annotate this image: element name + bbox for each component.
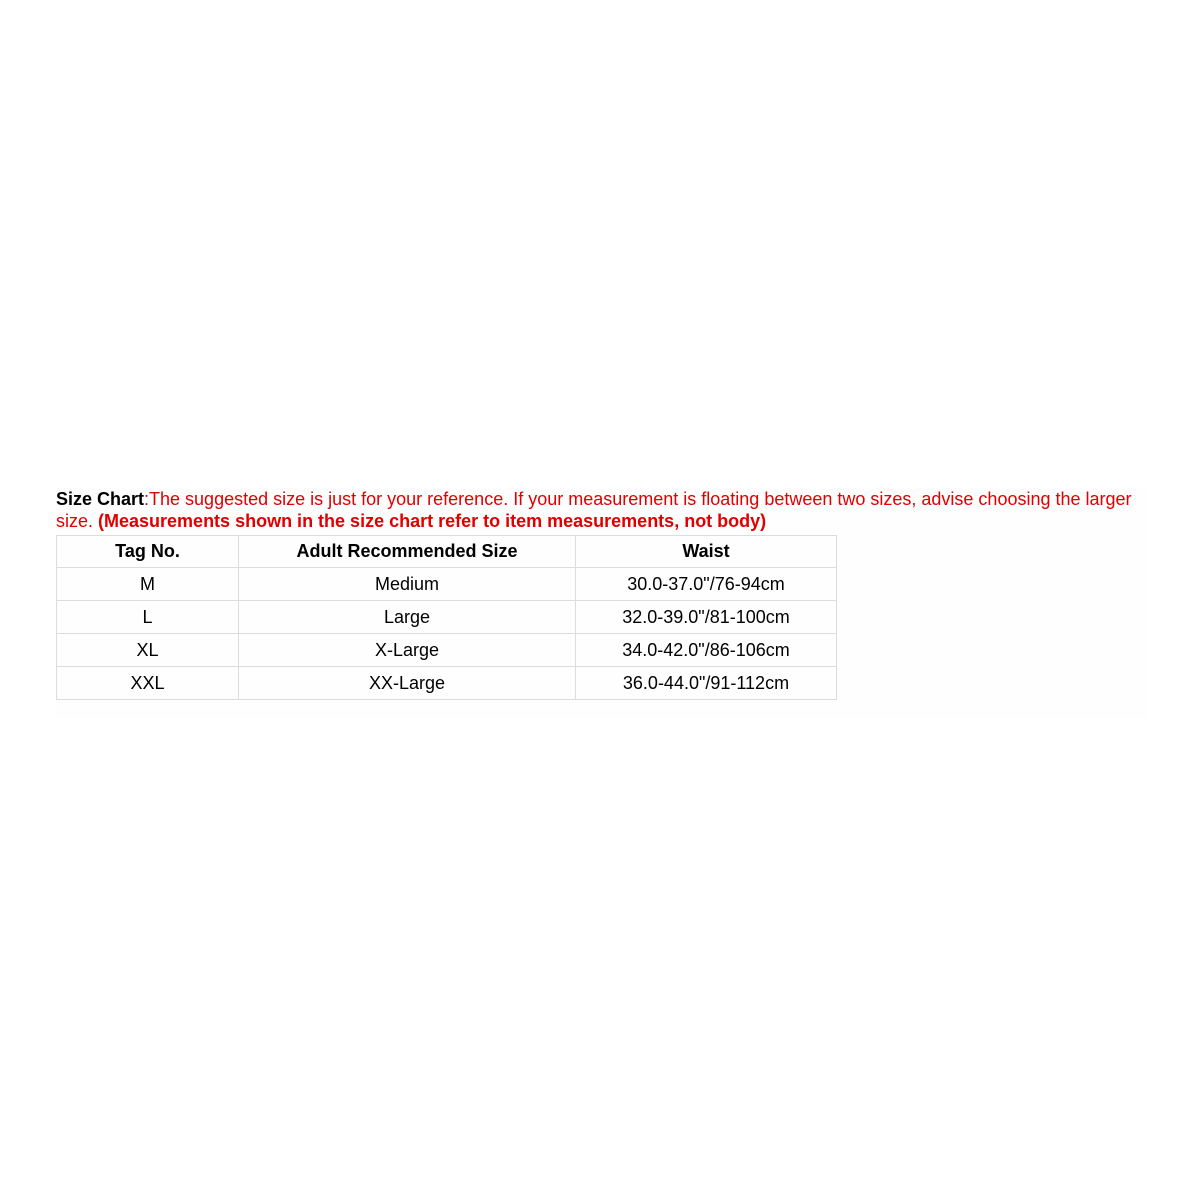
cell-adult-size: XX-Large (239, 667, 576, 700)
cell-waist: 34.0-42.0"/86-106cm (576, 634, 837, 667)
cell-adult-size: Medium (239, 568, 576, 601)
cell-waist: 32.0-39.0"/81-100cm (576, 601, 837, 634)
size-chart-note (56, 488, 1148, 532)
measurement-disclaimer: (Measurements shown in the size chart refer to item measurements, not body) (98, 511, 767, 531)
size-chart-section (56, 488, 1148, 718)
size-chart-advice: :The suggested size is just for your reference. If your measurement is floating between two sizes, advise choosing the larger size. (56, 489, 1132, 531)
header-waist: Waist (576, 536, 837, 568)
cell-tag-no: XL (57, 634, 239, 667)
table-row (57, 634, 837, 667)
table-header-row (57, 536, 837, 568)
table-row (57, 568, 837, 601)
cell-waist: 30.0-37.0"/76-94cm (576, 568, 837, 601)
cell-adult-size: X-Large (239, 634, 576, 667)
size-chart-label: Size Chart (56, 489, 145, 509)
cell-tag-no: L (57, 601, 239, 634)
header-tag-no: Tag No. (57, 536, 239, 568)
size-table (56, 535, 837, 700)
header-adult-size: Adult Recommended Size (239, 536, 576, 568)
cell-tag-no: XXL (57, 667, 239, 700)
cell-adult-size: Large (239, 601, 576, 634)
table-row (57, 601, 837, 634)
cell-waist: 36.0-44.0"/91-112cm (576, 667, 837, 700)
cell-tag-no: M (57, 568, 239, 601)
table-row (57, 667, 837, 700)
